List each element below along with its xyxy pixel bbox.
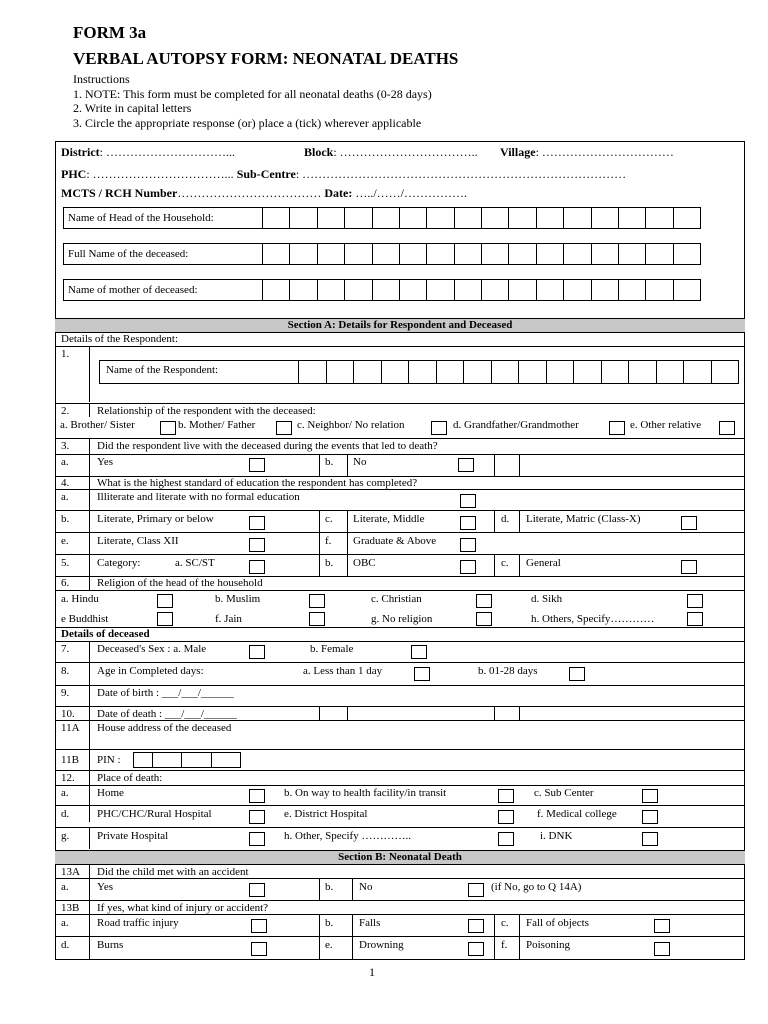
char-cell[interactable] bbox=[152, 753, 181, 767]
q6-checkbox-g[interactable] bbox=[476, 612, 492, 626]
q4-d-label: Literate, Matric (Class-X) bbox=[526, 513, 641, 525]
q4-e-checkbox[interactable] bbox=[249, 538, 265, 552]
q6-option-c: c. Christian bbox=[371, 593, 422, 605]
char-cell[interactable] bbox=[298, 361, 326, 383]
q6-checkbox-e[interactable] bbox=[157, 612, 173, 626]
q5-a-label: a. SC/ST bbox=[175, 557, 215, 569]
q5-c-checkbox[interactable] bbox=[681, 560, 697, 574]
char-cell[interactable] bbox=[508, 208, 535, 228]
q6-checkbox-b[interactable] bbox=[309, 594, 325, 608]
q12-g: g. bbox=[61, 830, 70, 842]
q13b-d-checkbox[interactable] bbox=[251, 942, 267, 956]
village-field[interactable]: : …………………………… bbox=[535, 145, 674, 159]
q6-option-b: b. Muslim bbox=[215, 593, 261, 605]
q13a-b: b. bbox=[325, 881, 334, 893]
q12-i-checkbox[interactable] bbox=[642, 832, 658, 846]
q13a-question: Did the child met with an accident bbox=[97, 866, 249, 878]
q4-d-checkbox[interactable] bbox=[681, 516, 697, 530]
respondent-name-field[interactable] bbox=[99, 360, 739, 384]
q13b-a: a. bbox=[61, 917, 69, 929]
phc-row bbox=[61, 167, 626, 181]
q7-question: Deceased's Sex : a. Male bbox=[97, 643, 207, 655]
q13b-c-checkbox[interactable] bbox=[654, 919, 670, 933]
q13b-b-checkbox[interactable] bbox=[468, 919, 484, 933]
char-cell[interactable] bbox=[344, 208, 371, 228]
char-cell[interactable] bbox=[546, 361, 574, 383]
char-cell[interactable] bbox=[262, 244, 289, 264]
q2-checkbox-d[interactable] bbox=[609, 421, 625, 435]
q4-d: d. bbox=[501, 513, 510, 525]
q13b-b: b. bbox=[325, 917, 334, 929]
q12-f-checkbox[interactable] bbox=[642, 810, 658, 824]
q6-checkbox-h[interactable] bbox=[687, 612, 703, 626]
q12-e-label: e. District Hospital bbox=[284, 808, 368, 820]
q8-a-checkbox[interactable] bbox=[414, 667, 430, 681]
q13b-c-label: Fall of objects bbox=[526, 917, 589, 929]
head-of-household-label: Name of Head of the Household: bbox=[68, 212, 214, 224]
q7-number: 7. bbox=[61, 643, 70, 655]
q5-b-checkbox[interactable] bbox=[460, 560, 476, 574]
q13b-number: 13B bbox=[61, 902, 80, 914]
q4-question: What is the highest standard of education the respondent has completed? bbox=[97, 477, 418, 489]
char-cell[interactable] bbox=[317, 244, 344, 264]
char-cell[interactable] bbox=[289, 244, 316, 264]
q3-b: b. bbox=[325, 456, 334, 468]
q13a-no-checkbox[interactable] bbox=[468, 883, 484, 897]
char-cell[interactable] bbox=[381, 361, 409, 383]
char-cell[interactable] bbox=[645, 208, 672, 228]
char-cell[interactable] bbox=[601, 361, 629, 383]
q5-c-label: General bbox=[526, 557, 561, 569]
mcts-row bbox=[61, 186, 467, 200]
subcentre-label: Sub-Centre bbox=[236, 167, 296, 181]
mother-name-label: Name of mother of deceased: bbox=[68, 284, 198, 296]
q6-option-d: d. Sikh bbox=[531, 593, 563, 605]
q6-checkbox-c[interactable] bbox=[476, 594, 492, 608]
q5-question: Category: bbox=[97, 557, 141, 569]
section-b-header: Section B: Neonatal Death bbox=[55, 850, 745, 865]
char-cell[interactable] bbox=[573, 361, 601, 383]
char-cell[interactable] bbox=[326, 361, 354, 383]
form-number: FORM 3a bbox=[73, 23, 147, 42]
q3-a: a. bbox=[61, 456, 69, 468]
page-number: 1 bbox=[369, 965, 375, 979]
q2-checkbox-a[interactable] bbox=[160, 421, 176, 435]
char-cells bbox=[262, 280, 700, 300]
q4-a-checkbox[interactable] bbox=[460, 494, 476, 508]
q11a-question: House address of the deceased bbox=[97, 722, 232, 734]
q6-checkbox-d[interactable] bbox=[687, 594, 703, 608]
char-cell[interactable] bbox=[262, 208, 289, 228]
q13b-f-label: Poisoning bbox=[526, 939, 571, 951]
char-cell[interactable] bbox=[408, 361, 436, 383]
char-cell[interactable] bbox=[536, 208, 563, 228]
q12-a-label: Home bbox=[97, 787, 124, 799]
char-cell[interactable] bbox=[656, 361, 684, 383]
q11a-number: 11A bbox=[61, 722, 80, 734]
date-field[interactable]: …../……/……………. bbox=[352, 186, 467, 200]
subcentre-field[interactable]: : ……………………………………………………………………… bbox=[295, 167, 627, 181]
q11b-pin-label: PIN : bbox=[97, 754, 121, 766]
q2-question: Relationship of the respondent with the deceased: bbox=[97, 405, 316, 417]
district-row bbox=[61, 145, 235, 159]
instruction-1: 1. NOTE: This form must be completed for all neonatal deaths (0-28 days) bbox=[73, 87, 432, 101]
q4-f-label: Graduate & Above bbox=[353, 535, 437, 547]
q2-option-e: e. Other relative bbox=[630, 419, 702, 431]
phc-field[interactable]: : ……………………………... bbox=[86, 167, 234, 181]
q6-option-h: h. Others, Specify………… bbox=[531, 613, 655, 625]
q13a-a: a. bbox=[61, 881, 69, 893]
char-cell[interactable] bbox=[618, 280, 645, 300]
char-cell[interactable] bbox=[673, 208, 700, 228]
respondent-name-label: Name of the Respondent: bbox=[106, 364, 219, 376]
q12-d-checkbox[interactable] bbox=[249, 810, 265, 824]
block-field[interactable]: : …………………………….. bbox=[333, 145, 478, 159]
q7-female-label: b. Female bbox=[310, 643, 354, 655]
char-cell[interactable] bbox=[317, 280, 344, 300]
q12-c-label: c. Sub Center bbox=[534, 787, 594, 799]
village-row bbox=[500, 145, 674, 159]
q4-f-checkbox[interactable] bbox=[460, 538, 476, 552]
instruction-3: 3. Circle the appropriate response (or) place a (tick) wherever applicable bbox=[73, 116, 422, 130]
q13a-yes-label: Yes bbox=[97, 881, 114, 893]
q12-a: a. bbox=[61, 787, 69, 799]
char-cell[interactable] bbox=[618, 208, 645, 228]
q2-option-c: c. Neighbor/ No relation bbox=[297, 419, 405, 431]
q1-number: 1. bbox=[61, 348, 70, 360]
mcts-field[interactable]: ……………………………… bbox=[177, 186, 322, 200]
char-cells bbox=[298, 361, 738, 383]
q11b-number: 11B bbox=[61, 754, 79, 766]
char-cell[interactable] bbox=[508, 244, 535, 264]
char-cell[interactable] bbox=[563, 244, 590, 264]
q2-checkbox-b[interactable] bbox=[276, 421, 292, 435]
char-cells bbox=[152, 753, 240, 767]
char-cell[interactable] bbox=[536, 244, 563, 264]
char-cell[interactable] bbox=[317, 208, 344, 228]
char-cell[interactable] bbox=[344, 244, 371, 264]
q4-a-label: Illiterate and literate with no formal education bbox=[97, 491, 300, 503]
q3-number: 3. bbox=[61, 440, 70, 452]
q4-a: a. bbox=[61, 491, 69, 503]
q12-b-checkbox[interactable] bbox=[498, 789, 514, 803]
char-cell[interactable] bbox=[426, 208, 453, 228]
q12-d: d. bbox=[61, 808, 70, 820]
q9-number: 9. bbox=[61, 687, 70, 699]
q13b-d-label: Burns bbox=[97, 939, 124, 951]
q10-number: 10. bbox=[61, 708, 75, 720]
char-cell[interactable] bbox=[289, 280, 316, 300]
char-cell[interactable] bbox=[481, 244, 508, 264]
q3-no-checkbox[interactable] bbox=[458, 458, 474, 472]
date-label: Date: bbox=[324, 186, 353, 200]
q6-option-g: g. No religion bbox=[371, 613, 433, 625]
q13b-a-label: Road traffic injury bbox=[97, 917, 179, 929]
phc-label: PHC bbox=[61, 167, 87, 181]
q12-a-checkbox[interactable] bbox=[249, 789, 265, 803]
q6-checkbox-a[interactable] bbox=[157, 594, 173, 608]
q4-f: f. bbox=[325, 535, 332, 547]
char-cell[interactable] bbox=[454, 208, 481, 228]
q5-a-checkbox[interactable] bbox=[249, 560, 265, 574]
q12-i-label: i. DNK bbox=[540, 830, 573, 842]
q5-b-label: OBC bbox=[353, 557, 376, 569]
q13b-e-label: Drowning bbox=[359, 939, 404, 951]
q12-e-checkbox[interactable] bbox=[498, 810, 514, 824]
village-label: Village bbox=[500, 145, 536, 159]
q4-c-checkbox[interactable] bbox=[460, 516, 476, 530]
char-cell[interactable] bbox=[426, 244, 453, 264]
q8-b-checkbox[interactable] bbox=[569, 667, 585, 681]
char-cell[interactable] bbox=[353, 361, 381, 383]
q12-g-checkbox[interactable] bbox=[249, 832, 265, 846]
q13b-f: f. bbox=[501, 939, 508, 951]
q3-yes-checkbox[interactable] bbox=[249, 458, 265, 472]
q6-option-f: f. Jain bbox=[215, 613, 242, 625]
deceased-details-heading: Details of deceased bbox=[61, 628, 150, 640]
pin-code-field[interactable] bbox=[133, 752, 241, 768]
q8-b-label: b. 01-28 days bbox=[478, 665, 538, 677]
q13b-e-checkbox[interactable] bbox=[468, 942, 484, 956]
char-cell[interactable] bbox=[673, 244, 700, 264]
q2-checkbox-c[interactable] bbox=[431, 421, 447, 435]
head-of-household-field[interactable] bbox=[63, 207, 701, 229]
char-cell[interactable] bbox=[426, 280, 453, 300]
q12-number: 12. bbox=[61, 772, 75, 784]
char-cell[interactable] bbox=[399, 208, 426, 228]
q13b-question: If yes, what kind of injury or accident? bbox=[97, 902, 269, 914]
char-cell[interactable] bbox=[399, 280, 426, 300]
q4-c-label: Literate, Middle bbox=[353, 513, 425, 525]
q6-checkbox-f[interactable] bbox=[309, 612, 325, 626]
q8-a-label: a. Less than 1 day bbox=[303, 665, 383, 677]
q6-question: Religion of the head of the household bbox=[97, 577, 263, 589]
char-cell[interactable] bbox=[591, 244, 618, 264]
mcts-label: MCTS / RCH Number bbox=[61, 186, 178, 200]
q12-f-label: f. Medical college bbox=[537, 808, 617, 820]
q2-number: 2. bbox=[61, 405, 70, 417]
q4-e: e. bbox=[61, 535, 69, 547]
q4-c: c. bbox=[325, 513, 333, 525]
q3-question: Did the respondent live with the deceased during the events that led to death? bbox=[97, 440, 438, 452]
district-label: District bbox=[61, 145, 100, 159]
q4-b: b. bbox=[61, 513, 70, 525]
q4-b-checkbox[interactable] bbox=[249, 516, 265, 530]
char-cell[interactable] bbox=[645, 280, 672, 300]
mother-name-field[interactable] bbox=[63, 279, 701, 301]
char-cell[interactable] bbox=[262, 280, 289, 300]
q6-option-a: a. Hindu bbox=[61, 593, 99, 605]
block-row bbox=[304, 145, 478, 159]
q13b-e: e. bbox=[325, 939, 333, 951]
q13b-b-label: Falls bbox=[359, 917, 381, 929]
char-cells bbox=[262, 208, 700, 228]
char-cell[interactable] bbox=[181, 753, 210, 767]
char-cell[interactable] bbox=[591, 208, 618, 228]
char-cell[interactable] bbox=[563, 280, 590, 300]
q2-option-d: d. Grandfather/Grandmother bbox=[453, 419, 579, 431]
char-cell[interactable] bbox=[372, 244, 399, 264]
char-cell[interactable] bbox=[518, 361, 546, 383]
q2-option-a: a. Brother/ Sister bbox=[60, 419, 135, 431]
q5-number: 5. bbox=[61, 557, 70, 569]
q12-h-label: h. Other, Specify ………….. bbox=[284, 830, 411, 842]
instructions-label: Instructions bbox=[73, 72, 130, 86]
char-cell[interactable] bbox=[673, 280, 700, 300]
char-cell[interactable] bbox=[628, 361, 656, 383]
q7-male-checkbox[interactable] bbox=[249, 645, 265, 659]
q3-yes-label: Yes bbox=[97, 456, 114, 468]
q13b-c: c. bbox=[501, 917, 509, 929]
q12-b-label: b. On way to health facility/in transit bbox=[284, 787, 447, 799]
char-cell[interactable] bbox=[372, 280, 399, 300]
respondent-details-heading: Details of the Respondent: bbox=[61, 333, 179, 345]
char-cell[interactable] bbox=[683, 361, 711, 383]
char-cell[interactable] bbox=[481, 208, 508, 228]
char-cell[interactable] bbox=[463, 361, 491, 383]
q13a-no-label: No bbox=[359, 881, 373, 893]
q4-number: 4. bbox=[61, 477, 70, 489]
char-cell[interactable] bbox=[211, 753, 240, 767]
q13a-number: 13A bbox=[61, 866, 80, 878]
char-cell[interactable] bbox=[711, 361, 739, 383]
q4-b-label: Literate, Primary or below bbox=[97, 513, 214, 525]
q5-c: c. bbox=[501, 557, 509, 569]
q12-c-checkbox[interactable] bbox=[642, 789, 658, 803]
form-title: VERBAL AUTOPSY FORM: NEONATAL DEATHS bbox=[73, 49, 459, 68]
q3-no-label: No bbox=[353, 456, 367, 468]
q2-checkbox-e[interactable] bbox=[719, 421, 735, 435]
char-cell[interactable] bbox=[645, 244, 672, 264]
district-field[interactable]: : …………………………... bbox=[99, 145, 235, 159]
q12-d-label: PHC/CHC/Rural Hospital bbox=[97, 808, 212, 820]
q12-question: Place of death: bbox=[97, 772, 163, 784]
char-cell[interactable] bbox=[344, 280, 371, 300]
char-cell[interactable] bbox=[454, 244, 481, 264]
q13b-a-checkbox[interactable] bbox=[251, 919, 267, 933]
q2-option-b: b. Mother/ Father bbox=[178, 419, 256, 431]
char-cell[interactable] bbox=[491, 361, 519, 383]
block-label: Block bbox=[304, 145, 334, 159]
char-cell[interactable] bbox=[481, 280, 508, 300]
q6-option-e: e Buddhist bbox=[61, 613, 109, 625]
char-cell[interactable] bbox=[536, 280, 563, 300]
q6-number: 6. bbox=[61, 577, 70, 589]
q13a-skip-note: (if No, go to Q 14A) bbox=[491, 881, 582, 893]
char-cell[interactable] bbox=[618, 244, 645, 264]
char-cell[interactable] bbox=[372, 208, 399, 228]
instruction-2: 2. Write in capital letters bbox=[73, 101, 192, 115]
q7-female-checkbox[interactable] bbox=[411, 645, 427, 659]
char-cell[interactable] bbox=[399, 244, 426, 264]
q10-date-of-death[interactable]: Date of death : ___/___/______ bbox=[97, 708, 237, 720]
section-a-header: Section A: Details for Respondent and Deceased bbox=[55, 318, 745, 333]
q13b-f-checkbox[interactable] bbox=[654, 942, 670, 956]
char-cell[interactable] bbox=[454, 280, 481, 300]
q9-date-of-birth[interactable]: Date of birth : ___/___/______ bbox=[97, 687, 234, 699]
q12-g-label: Private Hospital bbox=[97, 830, 169, 842]
q4-e-label: Literate, Class XII bbox=[97, 535, 179, 547]
char-cells bbox=[262, 244, 700, 264]
deceased-name-field[interactable] bbox=[63, 243, 701, 265]
char-cell[interactable] bbox=[563, 208, 590, 228]
q12-h-checkbox[interactable] bbox=[498, 832, 514, 846]
q13b-d: d. bbox=[61, 939, 70, 951]
deceased-name-label: Full Name of the deceased: bbox=[68, 248, 189, 260]
q13a-yes-checkbox[interactable] bbox=[249, 883, 265, 897]
q5-b: b. bbox=[325, 557, 334, 569]
q8-question: Age in Completed days: bbox=[97, 665, 204, 677]
char-cell[interactable] bbox=[289, 208, 316, 228]
q8-number: 8. bbox=[61, 665, 70, 677]
char-cell[interactable] bbox=[436, 361, 464, 383]
char-cell[interactable] bbox=[591, 280, 618, 300]
char-cell[interactable] bbox=[508, 280, 535, 300]
